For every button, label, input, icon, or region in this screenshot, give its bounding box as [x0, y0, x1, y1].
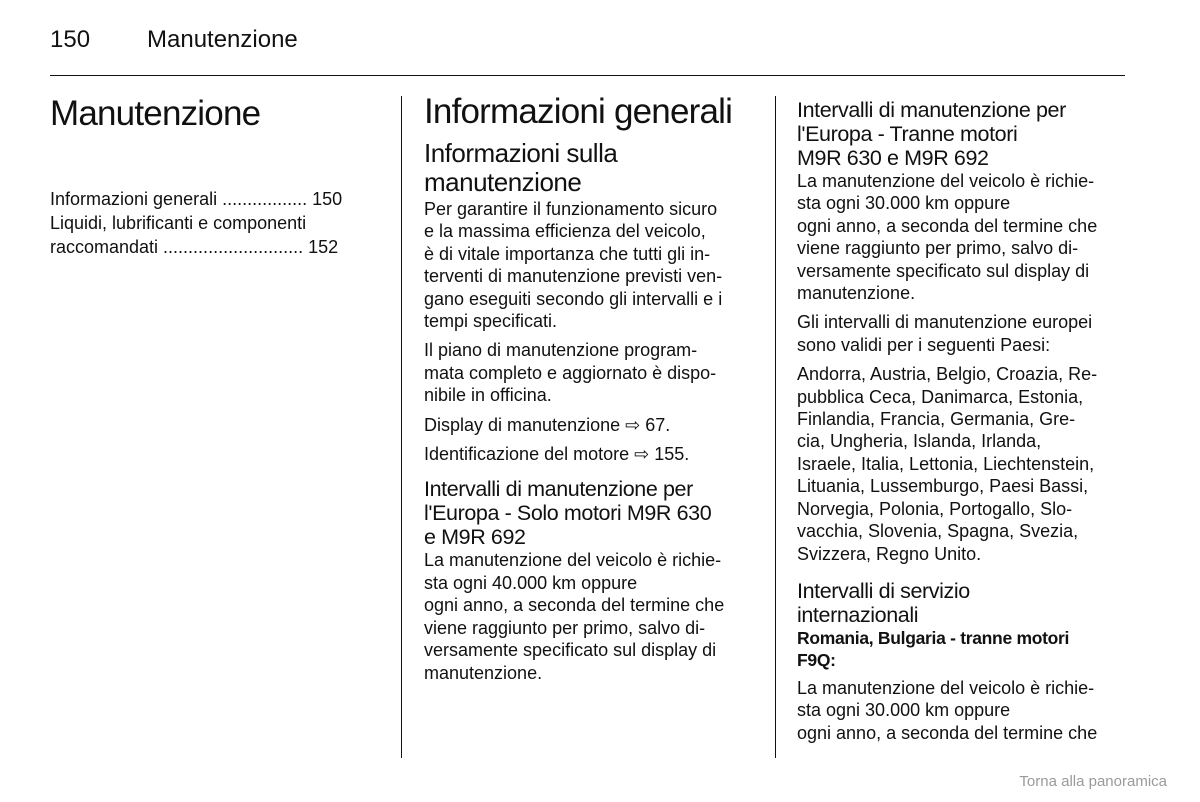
- text-line: nibile in officina.: [424, 385, 552, 406]
- header-divider: [50, 75, 1125, 76]
- text-line: ogni anno, a seconda del termine che: [797, 215, 1098, 236]
- paragraph-paesi-list: [797, 363, 1132, 565]
- paragraph-intro: [424, 198, 759, 332]
- text-line: vacchia, Slovenia, Spagna, Svezia,: [797, 521, 1079, 542]
- text-line: Lituania, Lussemburgo, Paesi Bassi,: [797, 476, 1089, 497]
- heading-intervalli-solo: [424, 477, 759, 549]
- heading-line: Intervalli di manutenzione per: [424, 477, 693, 502]
- text-line: sta ogni 30.000 km oppure: [797, 700, 1011, 721]
- column-divider-2: [775, 96, 776, 758]
- text-line: La manutenzione del veicolo è richie-: [424, 550, 722, 571]
- text-line: ogni anno, a seconda del termine che: [424, 595, 725, 616]
- paragraph-30000-intl: [797, 677, 1132, 744]
- text-line: viene raggiunto per primo, salvo di-: [797, 238, 1079, 259]
- text-line: cia, Ungheria, Islanda, Irlanda,: [797, 431, 1042, 452]
- text-line: versamente specificato sul display di: [424, 640, 717, 661]
- back-to-overview-link[interactable]: Torna alla panoramica: [1019, 773, 1167, 790]
- text-line: terventi di manutenzione previsti ven-: [424, 266, 723, 287]
- text-line: sono validi per i seguenti Paesi:: [797, 334, 1051, 355]
- text-line: La manutenzione del veicolo è richie-: [797, 171, 1095, 191]
- table-of-contents: [50, 187, 342, 259]
- heading-line: Intervalli di manutenzione per: [797, 98, 1066, 122]
- subsection-title-line: Informazioni sulla: [424, 138, 618, 168]
- toc-entry-informazioni-generali[interactable]: Informazioni generali ................. 150: [50, 189, 343, 209]
- reference-motore-link[interactable]: Identificazione del motore ⇨ 155.: [424, 444, 690, 465]
- text-line: Il piano di manutenzione program-: [424, 340, 698, 361]
- subheading-romania-bulgaria: [797, 627, 1132, 671]
- heading-line: F9Q:: [797, 649, 836, 670]
- text-line: La manutenzione del veicolo è richie-: [797, 677, 1095, 698]
- heading-line: e M9R 692: [424, 525, 526, 550]
- toc-entry-liquidi-line2[interactable]: raccomandati ............................ 152: [50, 237, 339, 257]
- text-line: manutenzione.: [797, 283, 916, 304]
- running-header: Manutenzione: [147, 26, 298, 53]
- text-line: pubblica Ceca, Danimarca, Estonia,: [797, 386, 1084, 407]
- paragraph-30000: [797, 170, 1132, 304]
- reference-display-link[interactable]: Display di manutenzione ⇨ 67.: [424, 414, 671, 435]
- heading-intervalli-internazionali: [797, 579, 1132, 627]
- text-line: è di vitale importanza che tutti gli in-: [424, 243, 711, 264]
- text-line: mata completo e aggiornato è dispo-: [424, 362, 717, 383]
- subsection-title-line: manutenzione: [424, 167, 582, 197]
- text-line: Svizzera, Regno Unito.: [797, 543, 982, 564]
- heading-line: l'Europa - Tranne motori: [797, 122, 1018, 146]
- heading-line: M9R 630 e M9R 692: [797, 146, 989, 170]
- text-line: gano eseguiti secondo gli intervalli e i: [424, 288, 723, 309]
- column-2: [424, 93, 759, 684]
- text-line: Andorra, Austria, Belgio, Croazia, Re-: [797, 364, 1098, 385]
- text-line: Norvegia, Polonia, Portogallo, Slo-: [797, 498, 1073, 519]
- paragraph-paesi-intro: [797, 311, 1132, 356]
- text-line: e la massima efficienza del veicolo,: [424, 221, 706, 242]
- column-divider-1: [401, 96, 402, 758]
- text-line: Israele, Italia, Lettonia, Liechtenstein,: [797, 453, 1095, 474]
- text-line: Finlandia, Francia, Germania, Gre-: [797, 409, 1076, 430]
- heading-line: internazionali: [797, 602, 919, 627]
- text-line: Per garantire il funzionamento sicuro: [424, 199, 718, 219]
- paragraph-piano: [424, 339, 759, 406]
- heading-line: Romania, Bulgaria - tranne motori: [797, 627, 1070, 648]
- chapter-title: Manutenzione: [50, 94, 261, 133]
- text-line: Gli intervalli di manutenzione europei: [797, 312, 1093, 333]
- column-3: [797, 98, 1132, 744]
- text-line: tempi specificati.: [424, 311, 558, 332]
- text-line: manutenzione.: [424, 662, 543, 683]
- text-line: viene raggiunto per primo, salvo di-: [424, 617, 706, 638]
- page-number: 150: [50, 26, 91, 53]
- heading-line: Intervalli di servizio: [797, 578, 970, 603]
- subsection-title: [424, 139, 759, 197]
- text-line: versamente specificato sul display di: [797, 260, 1090, 281]
- text-line: sta ogni 40.000 km oppure: [424, 572, 638, 593]
- heading-intervalli-tranne: [797, 98, 1132, 170]
- paragraph-40000: [424, 549, 759, 683]
- heading-line: l'Europa - Solo motori M9R 630: [424, 501, 712, 526]
- text-line: ogni anno, a seconda del termine che: [797, 722, 1098, 743]
- text-line: sta ogni 30.000 km oppure: [797, 193, 1011, 214]
- section-title: Informazioni generali: [424, 92, 733, 131]
- toc-entry-liquidi-line1[interactable]: Liquidi, lubrificanti e componenti: [50, 213, 307, 233]
